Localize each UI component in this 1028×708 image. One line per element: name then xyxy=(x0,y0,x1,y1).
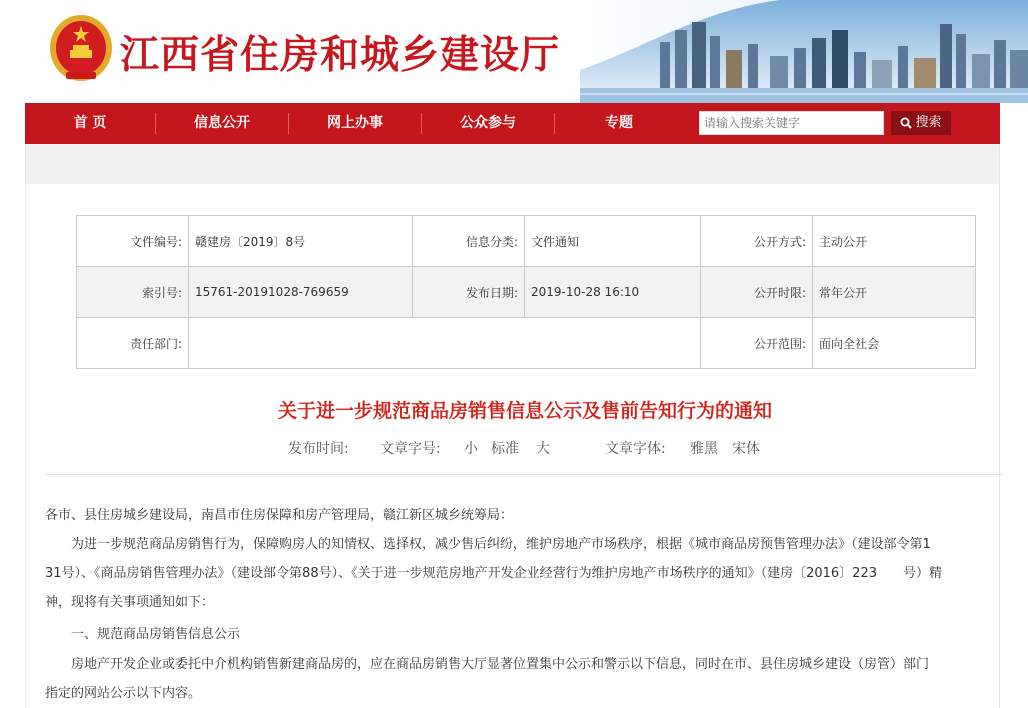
table-row xyxy=(77,267,976,318)
font-yahei-option[interactable]: 雅黑 xyxy=(690,441,718,457)
nav-public-participation[interactable]: 公众参与 xyxy=(460,115,516,131)
article-paragraph: 各市、县住房城乡建设局，南昌市住房保障和房产管理局，赣江新区城乡统筹局： xyxy=(45,508,514,523)
main-nav xyxy=(25,103,1000,144)
responsible-dept-value xyxy=(189,318,701,369)
section-heading: 一、规范商品房销售信息公示 xyxy=(71,627,241,642)
index-label: 索引号: xyxy=(77,267,189,318)
publish-mode-value: 主动公开 xyxy=(813,216,976,267)
nav-online-services[interactable]: 网上办事 xyxy=(327,115,383,131)
article-paragraph: 31号）、《商品房销售管理办法》（建设部令第88号）、《关于进一步规范房地产开发企业经营行为维护房地产市场秩序的通知》（建房〔2016〕223 号）精 xyxy=(45,566,942,581)
nav-info-disclosure[interactable]: 信息公开 xyxy=(194,115,250,131)
category-label: 信息分类: xyxy=(413,216,525,267)
article-paragraph: 神，现将有关事项通知如下： xyxy=(45,595,215,610)
disclosure-scope-value: 面向全社会 xyxy=(813,318,976,369)
category-value: 文件通知 xyxy=(525,216,701,267)
disclosure-scope-label: 公开范围: xyxy=(701,318,813,369)
search-button-label: 搜索 xyxy=(915,115,942,130)
font-size-small-option[interactable]: 小 xyxy=(464,441,478,457)
doc-number-label: 文件编号: xyxy=(77,216,189,267)
font-size-standard-option[interactable]: 标准 xyxy=(491,441,519,457)
site-title: 江西省住房和城乡建设厅 xyxy=(120,32,561,78)
publish-mode-label: 公开方式: xyxy=(701,216,813,267)
font-size-label: 文章字号: xyxy=(380,441,441,457)
search-input[interactable] xyxy=(699,111,884,135)
table-row xyxy=(77,216,976,267)
doc-number-value: 赣建房〔2019〕8号 xyxy=(189,216,413,267)
font-size-large-option[interactable]: 大 xyxy=(536,441,550,457)
disclosure-period-label: 公开时限: xyxy=(701,267,813,318)
font-song-option[interactable]: 宋体 xyxy=(732,441,760,457)
disclosure-period-value: 常年公开 xyxy=(813,267,976,318)
nav-home[interactable]: 首 页 xyxy=(73,115,107,131)
city-skyline-icon xyxy=(580,0,1028,103)
publish-time-label: 发布时间: xyxy=(288,441,349,457)
nav-topics[interactable]: 专题 xyxy=(605,115,633,131)
article-paragraph: 房地产开发企业或委托中介机构销售新建商品房的，应在商品房销售大厅显著位置集中公示和警示以下信息，同时在市、县住房城乡建设（房管）部门 xyxy=(71,657,930,672)
publish-date-label: 发布日期: xyxy=(413,267,525,318)
font-face-label: 文章字体: xyxy=(605,441,666,457)
table-row xyxy=(77,318,976,369)
national-emblem-icon xyxy=(48,14,114,84)
index-value: 15761-20191028-769659 xyxy=(189,267,413,318)
search-icon xyxy=(900,117,912,129)
header-banner xyxy=(0,0,1028,103)
article-paragraph: 为进一步规范商品房销售行为，保障购房人的知情权、选择权，减少售后纠纷，维护房地产市场秩序，根据《城市商品房预售管理办法》（建设部令第1 xyxy=(71,537,931,552)
publish-date-value: 2019-10-28 16:10 xyxy=(525,267,701,318)
search-button[interactable] xyxy=(891,111,951,135)
article-paragraph: 指定的网站公示以下内容。 xyxy=(45,686,202,701)
document-info-table xyxy=(76,215,976,369)
article-divider xyxy=(45,474,1003,475)
article-title: 关于进一步规范商品房销售信息公示及售前告知行为的通知 xyxy=(277,400,772,422)
responsible-dept-label: 责任部门: xyxy=(77,318,189,369)
sub-bar xyxy=(25,144,1000,184)
